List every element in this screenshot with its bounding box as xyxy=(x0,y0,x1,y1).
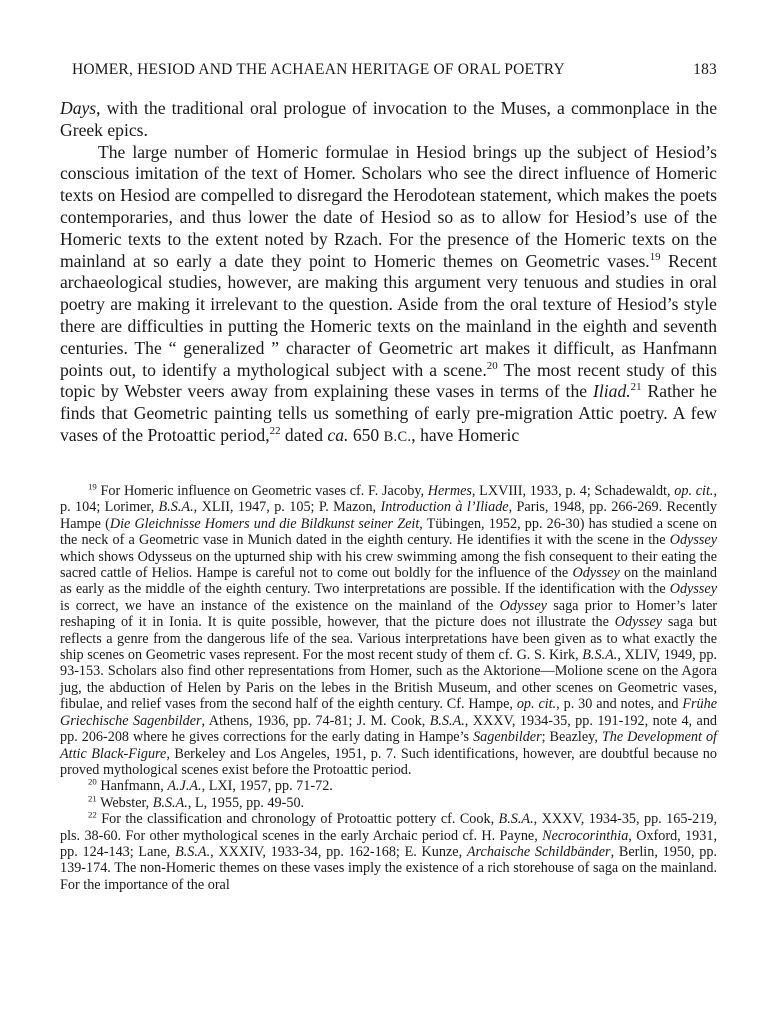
footnote-ref-19[interactable]: 19 xyxy=(649,250,661,263)
footnote-text: ; Beazley, xyxy=(541,729,602,746)
footnote-italic: B.S.A. xyxy=(152,794,188,811)
paragraph-1-text: , with the traditional oral prologue of invocation to the Muses, a commonplace in the Greek epics. xyxy=(60,98,717,140)
footnote-text: saga but reflects a genre from the dangerous life of the sea. Various interpretations have been given as to what exactly the ship scenes on Geometric vases represent. For the most recent study of them cf. G. S. Kirk, xyxy=(60,614,717,664)
footnote-text: , L, 1955, pp. 49-50. xyxy=(187,794,305,811)
footnote-19 xyxy=(60,483,717,778)
footnote-italic: A.J.A. xyxy=(167,778,202,795)
footnote-text: , XXXIV, 1933-34, pp. 162-168; E. Kunze, xyxy=(210,843,467,860)
footnote-italic: Sagenbilder xyxy=(473,729,542,746)
footnote-text: is correct, we have an instance of the existence on the mainland of the xyxy=(60,597,500,614)
footnote-italic: B.S.A. xyxy=(582,647,618,664)
footnote-21 xyxy=(60,792,717,811)
footnote-text: , XXXV, 1934-35, pp. 165-219, pls. 38-60. For other mythological scenes in the early Archaic period cf. H. Payne, xyxy=(60,811,717,844)
italic-iliad: Iliad. xyxy=(593,381,631,402)
footnote-ref-22[interactable]: 22 xyxy=(269,425,281,438)
footnote-italic: Odyssey xyxy=(669,532,717,549)
footnote-text: , Berkeley and Los Angeles, 1951, p. 7. Such identifications, however, are doubtful because no proved mythological scenes exist before the Protoattic period. xyxy=(60,745,717,778)
footnote-italic: op. cit. xyxy=(516,696,557,713)
footnote-text: , Paris, 1948, pp. 266-269. Recently Hampe ( xyxy=(60,499,718,532)
footnote-italic: op. cit. xyxy=(674,483,714,499)
footnote-number: 22 xyxy=(88,809,97,820)
footnote-text: , XLIV, 1949, pp. 93-153. Scholars also find other representations from Homer, such as the Aktorione—Molione scene on the Agora jug, the abduction of Helen by Paris on the lebes in the British Museum, and other scenes on Geometric vases, fibulae, and relief vases from the second half of the eighth century. Cf. Hampe, xyxy=(60,647,717,713)
footnote-text: , Athens, 1936, pp. 74-81; J. M. Cook, xyxy=(201,712,430,729)
footnote-number: 20 xyxy=(88,776,97,787)
footnote-italic: Odyssey xyxy=(499,597,547,614)
footnote-italic: Odyssey xyxy=(669,581,717,598)
footnote-italic: B.S.A. xyxy=(498,811,534,828)
running-head-title: HOMER, HESIOD AND THE ACHAEAN HERITAGE OF ORAL POETRY xyxy=(72,61,565,78)
body-text xyxy=(60,98,717,449)
footnotes xyxy=(60,483,717,893)
footnote-text: , p. 104; Lorimer, xyxy=(60,483,717,516)
footnote-text: , Berlin, 1950, pp. 139-174. The non-Homeric themes on these vases imply the existence of a rich storehouse of saga on the mainland. For the importance of the oral xyxy=(60,843,717,893)
footnote-text: Webster, xyxy=(96,794,153,811)
footnote-text: which shows Odysseus on the upturned ship with his crew swimming among the fish consequent to their eating the sacred cattle of Helios. Hampe is careful not to come out boldly for the influence of the xyxy=(60,548,717,582)
paragraph-2 xyxy=(60,142,717,449)
footnote-italic: Hermes xyxy=(427,483,472,499)
footnote-text: Hanfmann, xyxy=(96,778,168,795)
italic-ca: ca. xyxy=(327,424,349,445)
footnote-text: , XXXV, 1934-35, pp. 191-192, note 4, and pp. 206-208 where he gives corrections for the early dating in Hampe’s xyxy=(60,712,718,746)
paragraph-2-text-c: The most recent study of this topic by Webster veers away from explaining these vases in terms of the xyxy=(60,359,717,402)
paragraph-2-text-f: 650 xyxy=(348,424,384,445)
footnote-italic: B.S.A. xyxy=(158,499,194,516)
footnote-italic: B.S.A. xyxy=(429,712,465,729)
footnote-text: , Oxford, 1931, pp. 124-143; Lane, xyxy=(60,827,717,860)
paragraph-2-text-a: The large number of Homeric formulae in Hesiod brings up the subject of Hesiod’s conscious imitation of the text of Homer. Scholars who see the direct influence of Homeric texts on Hesiod are compelled to disregard the Herodotean statement, which makes the poets contemporaries, and thus lower the date of Hesiod so as to allow for Hesiod’s use of the Homeric texts to the extent noted by Rzach. For the presence of the Homeric texts on the mainland at so early a date they point to Homeric themes on Geometric vases. xyxy=(60,141,717,271)
footnote-22 xyxy=(60,811,717,893)
page-number: 183 xyxy=(693,61,717,78)
footnote-20 xyxy=(60,778,717,794)
footnote-italic: Frühe Griechische Sagenbilder xyxy=(60,696,717,729)
footnote-italic: Necrocorinthia xyxy=(542,827,629,844)
paragraph-2-text-g: , have Homeric xyxy=(411,424,520,445)
footnote-text: , p. 30 and notes, and xyxy=(556,696,683,713)
footnote-text: For the classification and chronology of Protoattic pottery cf. Cook, xyxy=(96,811,499,828)
footnote-ref-20[interactable]: 20 xyxy=(486,359,498,372)
footnote-italic: Introduction à l’Iliade xyxy=(380,499,509,516)
footnote-number: 21 xyxy=(88,792,97,803)
paragraph-2-text-e: dated xyxy=(280,424,328,445)
footnote-italic: The Development of Attic Black-Figure xyxy=(60,729,717,762)
footnote-number: 19 xyxy=(88,481,97,492)
small-caps-bc: B.C. xyxy=(383,428,412,445)
italic-days: Days xyxy=(60,98,97,118)
footnote-text: saga prior to Homer’s later reshaping of it in Ionia. It is quite possible, however, that the picture does not illustrate the xyxy=(60,597,717,631)
footnote-italic: Odyssey xyxy=(614,614,663,631)
footnote-italic: Die Gleichnisse Homers und die Bildkunst seiner Zeit xyxy=(109,515,420,532)
footnote-text: For Homeric influence on Geometric vases cf. F. Jacoby, xyxy=(96,483,428,499)
footnote-italic: B.S.A. xyxy=(175,843,211,860)
footnote-text: , LXVIII, 1933, p. 4; Schadewaldt, xyxy=(471,483,675,499)
footnote-italic: Odyssey xyxy=(572,565,620,582)
paragraph-1 xyxy=(60,98,717,142)
footnote-text: , Tübingen, 1952, pp. 26-30) has studied a scene on the neck of a Geometric vase in Munich dated in the eighth century. He identifies it with the scene in the xyxy=(60,515,717,549)
paragraph-2-text-d: Rather he finds that Geometric painting tells us something of early pre-migration Attic poetry. A few vases of the Protoattic period, xyxy=(60,381,717,445)
footnote-text: on the mainland as early as the middle of the eighth century. Two interpretations are possible. If the identification with the xyxy=(60,565,717,598)
footnote-italic: Archaische Schildbänder xyxy=(466,843,611,860)
footnote-ref-21[interactable]: 21 xyxy=(630,381,642,394)
footnote-text: , LXI, 1957, pp. 71-72. xyxy=(201,778,333,795)
paragraph-2-text-b: Recent archaeological studies, however, are making this argument very tenuous and studies in oral poetry are making it irrelevant to the question. Aside from the oral texture of Hesiod’s style there are difficulties in putting the Homeric texts on the mainland in the eighth and seventh centuries. The “ generalized ” character of Geometric art makes it difficult, as Hanfmann points out, to identify a mythological subject with a scene. xyxy=(60,250,717,380)
footnote-text: , XLII, 1947, p. 105; P. Mazon, xyxy=(193,499,381,516)
